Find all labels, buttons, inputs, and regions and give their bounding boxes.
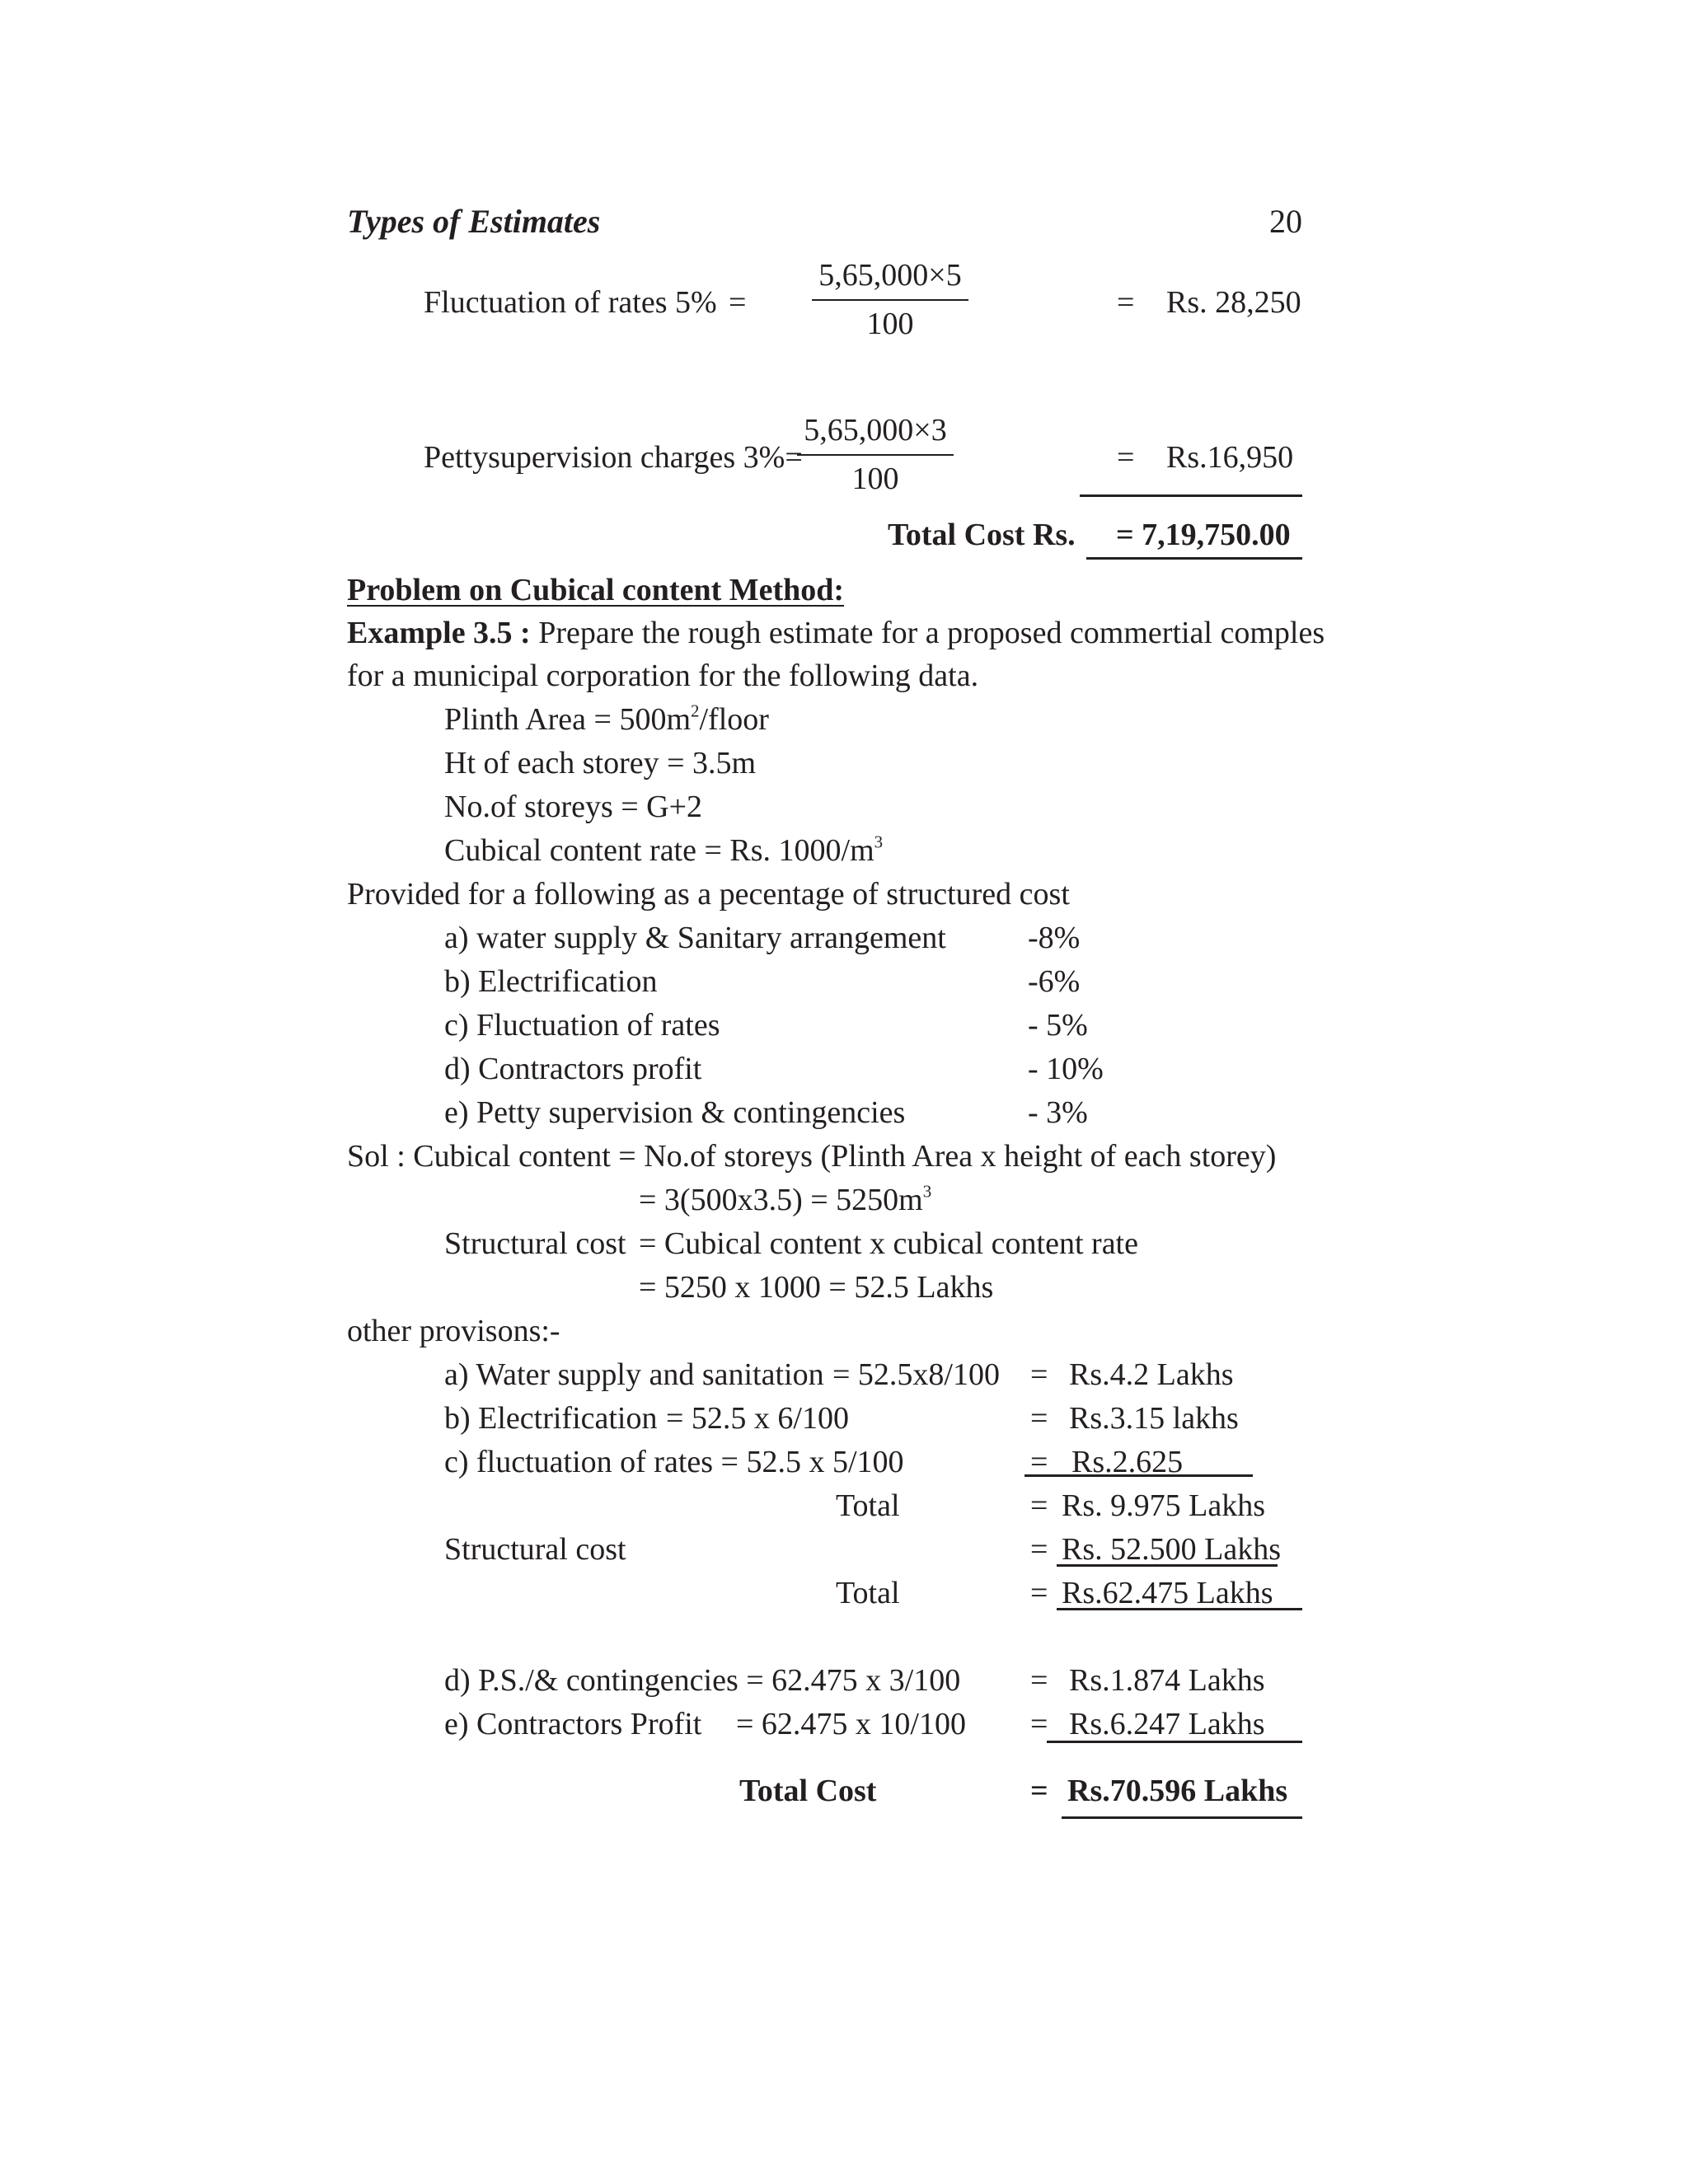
petty-supervision-result: Rs.1.874 Lakhs xyxy=(1069,1663,1265,1698)
provision-value: - 10% xyxy=(1028,1052,1104,1086)
example-text: Prepare the rough estimate for a proposed commertial comples xyxy=(530,616,1325,650)
plinth-area: Plinth Area = $500m^2$/floor xyxy=(444,701,769,737)
equals-sign: = xyxy=(1030,1445,1048,1479)
total-cost-label: Total Cost Rs. xyxy=(888,518,1076,552)
subtotal-rule xyxy=(1057,1564,1278,1567)
provision-label: a) water supply & Sanitary arrangement xyxy=(444,921,946,955)
example-paragraph xyxy=(347,617,1325,649)
structural-cost-value: = 5250 x 1000 = 52.5 Lakhs xyxy=(639,1270,994,1305)
final-total-rule xyxy=(1062,1816,1302,1819)
total-label: Total xyxy=(836,1576,900,1610)
provision-value: - 5% xyxy=(1028,1008,1088,1043)
water-supply-result: Rs.4.2 Lakhs xyxy=(1069,1357,1234,1392)
equals-sign: = xyxy=(1117,440,1135,475)
total-value: Rs.62.475 Lakhs xyxy=(1062,1576,1273,1610)
provision-value: -6% xyxy=(1028,964,1081,999)
provision-value: -8% xyxy=(1028,921,1081,955)
structural-cost-label: Structural cost xyxy=(444,1226,626,1261)
equals-sign: = xyxy=(729,285,747,320)
running-header-title: Types of Estimates xyxy=(347,203,601,240)
equals-sign: = xyxy=(1030,1488,1048,1523)
equals-sign: = xyxy=(1030,1774,1048,1808)
example-label: Example 3.5 : xyxy=(347,616,531,650)
fluctuation-rates-result: Rs.2.625 xyxy=(1071,1445,1184,1479)
final-total-label: Total Cost xyxy=(739,1774,877,1808)
equals-sign: = xyxy=(1030,1707,1048,1741)
solution-line: Sol : Cubical content = No.of storeys (Plinth Area x height of each storey) xyxy=(347,1139,1277,1174)
final-total-value: Rs.70.596 Lakhs xyxy=(1067,1774,1288,1808)
contractors-profit-label: e) Contractors Profit xyxy=(444,1707,702,1741)
electrification-formula: = 52.5 x 6/100 xyxy=(666,1401,849,1436)
fraction-bar xyxy=(812,299,968,301)
fluctuation-label: Fluctuation of rates 5% xyxy=(424,285,717,320)
contractors-profit-result: Rs.6.247 Lakhs xyxy=(1069,1707,1265,1741)
petty-numerator: 5,65,000×3 xyxy=(804,413,947,448)
provision-label: c) Fluctuation of rates xyxy=(444,1008,720,1043)
petty-denominator: 100 xyxy=(851,462,899,496)
contractors-profit-formula: = 62.475 x 10/100 xyxy=(736,1707,966,1741)
total-rule xyxy=(1057,1608,1302,1610)
page-number: 20 xyxy=(1269,203,1302,240)
equals-sign: = xyxy=(1030,1663,1048,1698)
provided-intro: Provided for a following as a pecentage of structured cost xyxy=(347,877,1070,912)
number-of-storeys: No.of storeys = G+2 xyxy=(444,790,703,824)
example-text-continued: for a municipal corporation for the following data. xyxy=(347,658,979,693)
cubical-content-rate: Cubical content rate = Rs. $1000/m^3$ xyxy=(444,832,884,868)
equals-sign: = xyxy=(1030,1532,1048,1567)
fluctuation-result: Rs. 28,250 xyxy=(1166,285,1301,320)
subtotal-rule xyxy=(1025,1474,1253,1477)
equals-sign: = xyxy=(1030,1357,1048,1392)
water-supply-label: a) Water supply and sanitation xyxy=(444,1357,824,1392)
equals-sign: = xyxy=(1030,1576,1048,1610)
cubical-content-value: = $3(500x3.5) = 5250m^3$ xyxy=(639,1181,932,1217)
water-supply-formula: = 52.5x8/100 xyxy=(832,1357,1000,1392)
fluctuation-numerator: 5,65,000×5 xyxy=(818,258,962,293)
provision-label: b) Electrification xyxy=(444,964,658,999)
fluctuation-denominator: 100 xyxy=(866,307,914,341)
provision-value: - 3% xyxy=(1028,1095,1088,1130)
electrification-label: b) Electrification xyxy=(444,1401,658,1436)
structural-cost-value: Rs. 52.500 Lakhs xyxy=(1062,1532,1281,1567)
petty-supervision-label: d) P.S./& contingencies = 62.475 x 3/100 xyxy=(444,1663,961,1698)
total-value: Rs. 9.975 Lakhs xyxy=(1062,1488,1265,1523)
total-label: Total xyxy=(836,1488,900,1523)
subtotal-rule xyxy=(1047,1741,1302,1743)
petty-result: Rs.16,950 xyxy=(1166,440,1294,475)
electrification-result: Rs.3.15 lakhs xyxy=(1069,1401,1239,1436)
fluctuation-rates-label: c) fluctuation of rates = 52.5 x 5/100 xyxy=(444,1445,904,1479)
fraction-bar xyxy=(797,454,954,456)
equals-sign: = xyxy=(1030,1401,1048,1436)
petty-supervision-label: Pettysupervision charges 3%= xyxy=(424,440,803,475)
structural-cost-formula: = Cubical content x cubical content rate xyxy=(639,1226,1138,1261)
structural-cost-label: Structural cost xyxy=(444,1532,626,1567)
provision-label: e) Petty supervision & contingencies xyxy=(444,1095,906,1130)
equals-sign: = xyxy=(1117,285,1135,320)
other-provisions-label: other provisons:- xyxy=(347,1314,560,1348)
provision-label: d) Contractors profit xyxy=(444,1052,702,1086)
total-cost-value: = 7,19,750.00 xyxy=(1116,518,1291,552)
subtotal-rule xyxy=(1080,494,1302,497)
total-rule xyxy=(1086,557,1302,560)
storey-height: Ht of each storey = 3.5m xyxy=(444,746,757,780)
problem-heading: Problem on Cubical content Method: xyxy=(347,573,845,607)
